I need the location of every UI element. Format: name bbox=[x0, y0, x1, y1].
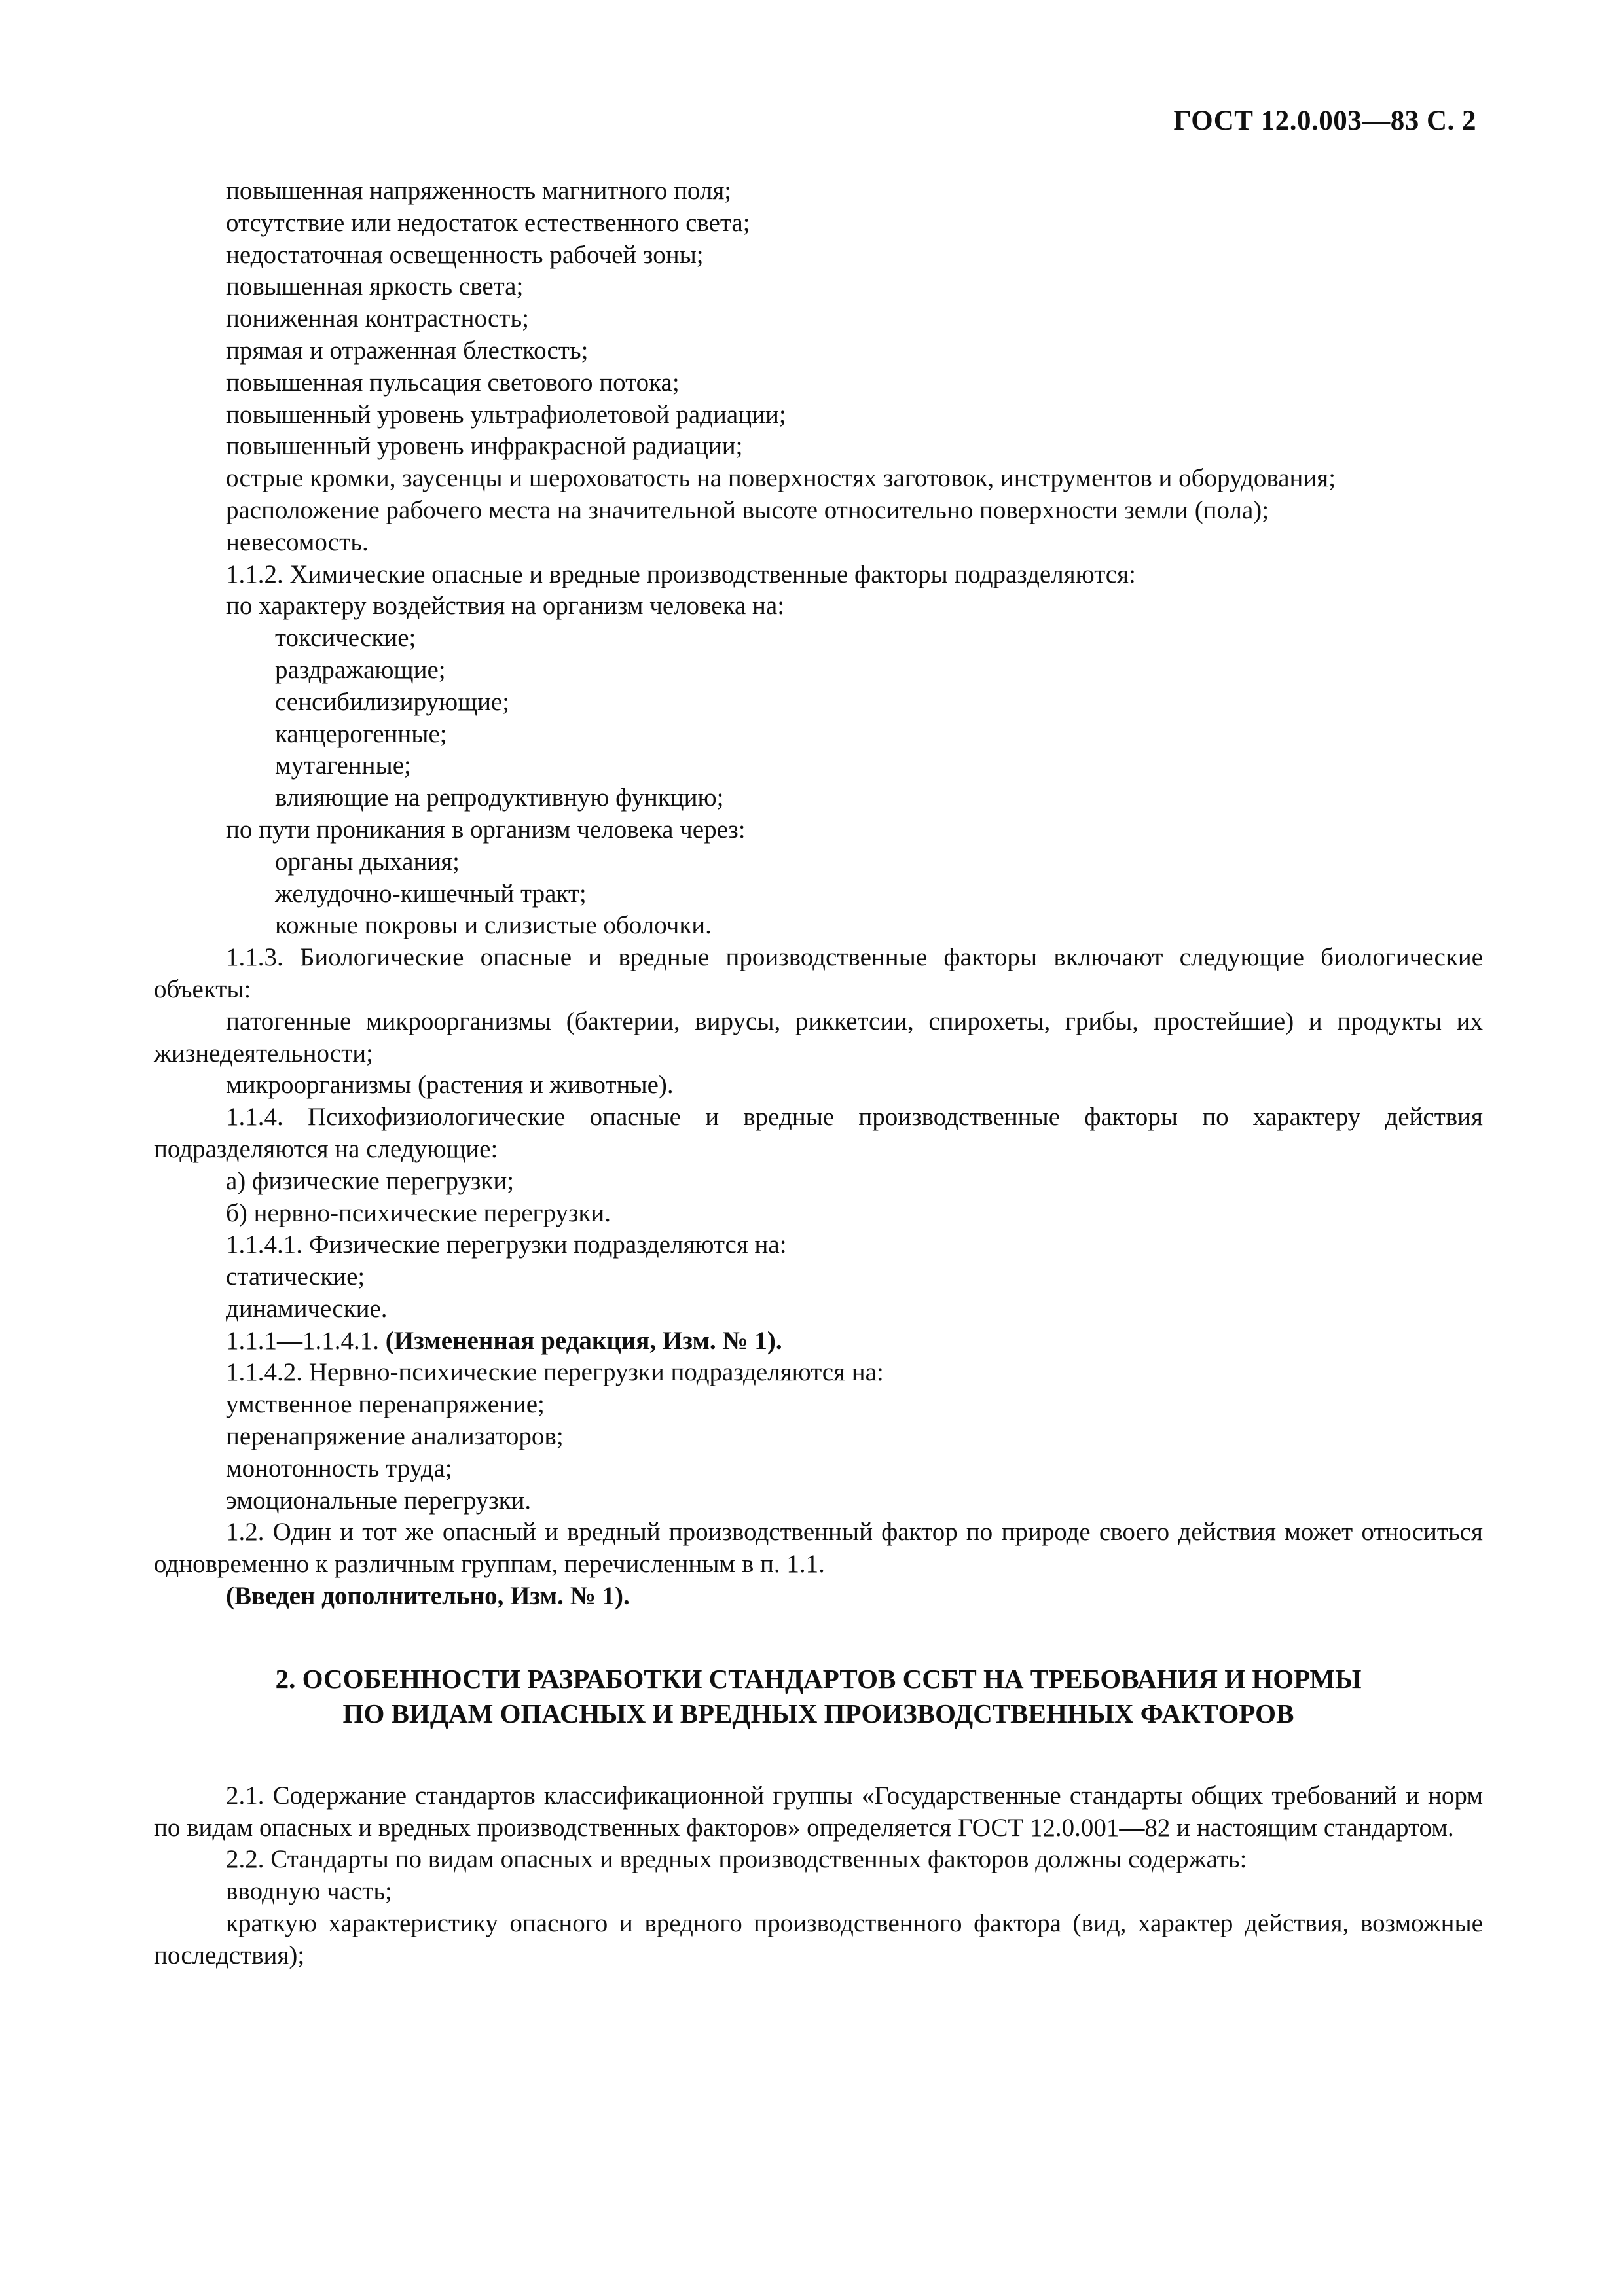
list-item: повышенная пульсация светового потока; bbox=[226, 368, 680, 397]
list-item: сенсибилизирующие; bbox=[275, 687, 510, 716]
clause-2-2: 2.2. Стандарты по видам опасных и вредных производственных факторов должны содержать: bbox=[226, 1845, 1247, 1874]
list-item: краткую характеристику опасного и вредного производственного фактора (вид, характер действия, возможные последствия); bbox=[154, 1909, 1483, 1969]
list-item: а) физические перегрузки; bbox=[226, 1166, 515, 1195]
list-item: прямая и отраженная блесткость; bbox=[226, 336, 589, 365]
list-item: эмоциональные перегрузки. bbox=[226, 1486, 532, 1515]
list-item: статические; bbox=[226, 1263, 365, 1291]
list-item: расположение рабочего места на значительной высоте относительно поверхности земли (пола); bbox=[226, 495, 1269, 524]
amendment-note-2: (Введен дополнительно, Изм. № 1). bbox=[226, 1582, 630, 1611]
list-item: патогенные микроорганизмы (бактерии, вирусы, риккетсии, спирохеты, грибы, простейшие) и продукты их жизнедеятельности; bbox=[154, 1007, 1483, 1067]
list-item: повышенная напряженность магнитного поля; bbox=[226, 177, 732, 205]
list-item: динамические. bbox=[226, 1294, 388, 1323]
list-item: токсические; bbox=[275, 624, 416, 653]
list-item: умственное перенапряжение; bbox=[226, 1390, 545, 1419]
clause-1-1-4: 1.1.4. Психофизиологические опасные и вредные производственные факторы по характеру действия подразделяются на следующие: bbox=[154, 1103, 1483, 1163]
list-item: пониженная контрастность; bbox=[226, 304, 529, 333]
list-item: раздражающие; bbox=[275, 655, 446, 684]
list-item: б) нервно-психические перегрузки. bbox=[226, 1198, 611, 1227]
list-item: повышенный уровень ультрафиолетовой радиации; bbox=[226, 400, 786, 429]
list-item: мутагенные; bbox=[275, 751, 411, 780]
list-item: кожные покровы и слизистые оболочки. bbox=[275, 911, 712, 940]
list-item: повышенная яркость света; bbox=[226, 272, 524, 301]
document-body bbox=[154, 175, 1483, 1972]
clause-1-2: 1.2. Один и тот же опасный и вредный производственный фактор по природе своего действия может относиться одновременно к различным группам, перечисленным в п. 1.1. bbox=[154, 1518, 1483, 1579]
list-item: недостаточная освещенность рабочей зоны; bbox=[226, 240, 704, 269]
list-item: канцерогенные; bbox=[275, 719, 447, 748]
section-title-line: 2. ОСОБЕННОСТИ РАЗРАБОТКИ СТАНДАРТОВ ССБТ НА ТРЕБОВАНИЯ И НОРМЫ bbox=[275, 1663, 1362, 1694]
list-item: вводную часть; bbox=[226, 1877, 392, 1906]
clause-1-1-3: 1.1.3. Биологические опасные и вредные производственные факторы включают следующие биологические объекты: bbox=[154, 943, 1483, 1003]
list-item: желудочно-кишечный тракт; bbox=[275, 879, 587, 908]
amendment-note bbox=[154, 1325, 1483, 1357]
amendment-prefix: 1.1.1—1.1.4.1. bbox=[226, 1326, 386, 1355]
list-item: монотонность труда; bbox=[226, 1454, 452, 1482]
clause-1-1-2: 1.1.2. Химические опасные и вредные производственные факторы подразделяются: bbox=[226, 560, 1136, 588]
list-item: отсутствие или недостаток естественного света; bbox=[226, 208, 750, 237]
list-item: органы дыхания; bbox=[275, 847, 460, 876]
list-item: невесомость. bbox=[226, 528, 369, 556]
section-2-title bbox=[154, 1662, 1483, 1731]
clause-1-1-4-1: 1.1.4.1. Физические перегрузки подразделяются на: bbox=[226, 1230, 787, 1259]
list-item: повышенный уровень инфракрасной радиации; bbox=[226, 432, 743, 461]
list-item: по пути проникания в организм человека через: bbox=[226, 815, 746, 844]
amendment-bold: (Измененная редакция, Изм. № 1). bbox=[385, 1326, 782, 1355]
list-item: перенапряжение анализаторов; bbox=[226, 1422, 564, 1451]
list-item: влияющие на репродуктивную функцию; bbox=[275, 783, 724, 812]
list-item: по характеру воздействия на организм человека на: bbox=[226, 592, 785, 620]
list-item: микроорганизмы (растения и животные). bbox=[226, 1071, 674, 1100]
clause-2-1: 2.1. Содержание стандартов классификационной группы «Государственные стандарты общих требований и норм по видам опасных и вредных производственных факторов» определяется ГОСТ 12.0.001—82 и настоящим стандартом. bbox=[154, 1781, 1483, 1842]
list-item: острые кромки, заусенцы и шероховатость на поверхностях заготовок, инструментов и оборудования; bbox=[226, 464, 1336, 493]
clause-1-1-4-2: 1.1.4.2. Нервно-психические перегрузки подразделяются на: bbox=[226, 1358, 884, 1387]
page-header: ГОСТ 12.0.003—83 С. 2 bbox=[1173, 105, 1476, 136]
section-title-line: ПО ВИДАМ ОПАСНЫХ И ВРЕДНЫХ ПРОИЗВОДСТВЕННЫХ ФАКТОРОВ bbox=[342, 1698, 1294, 1729]
